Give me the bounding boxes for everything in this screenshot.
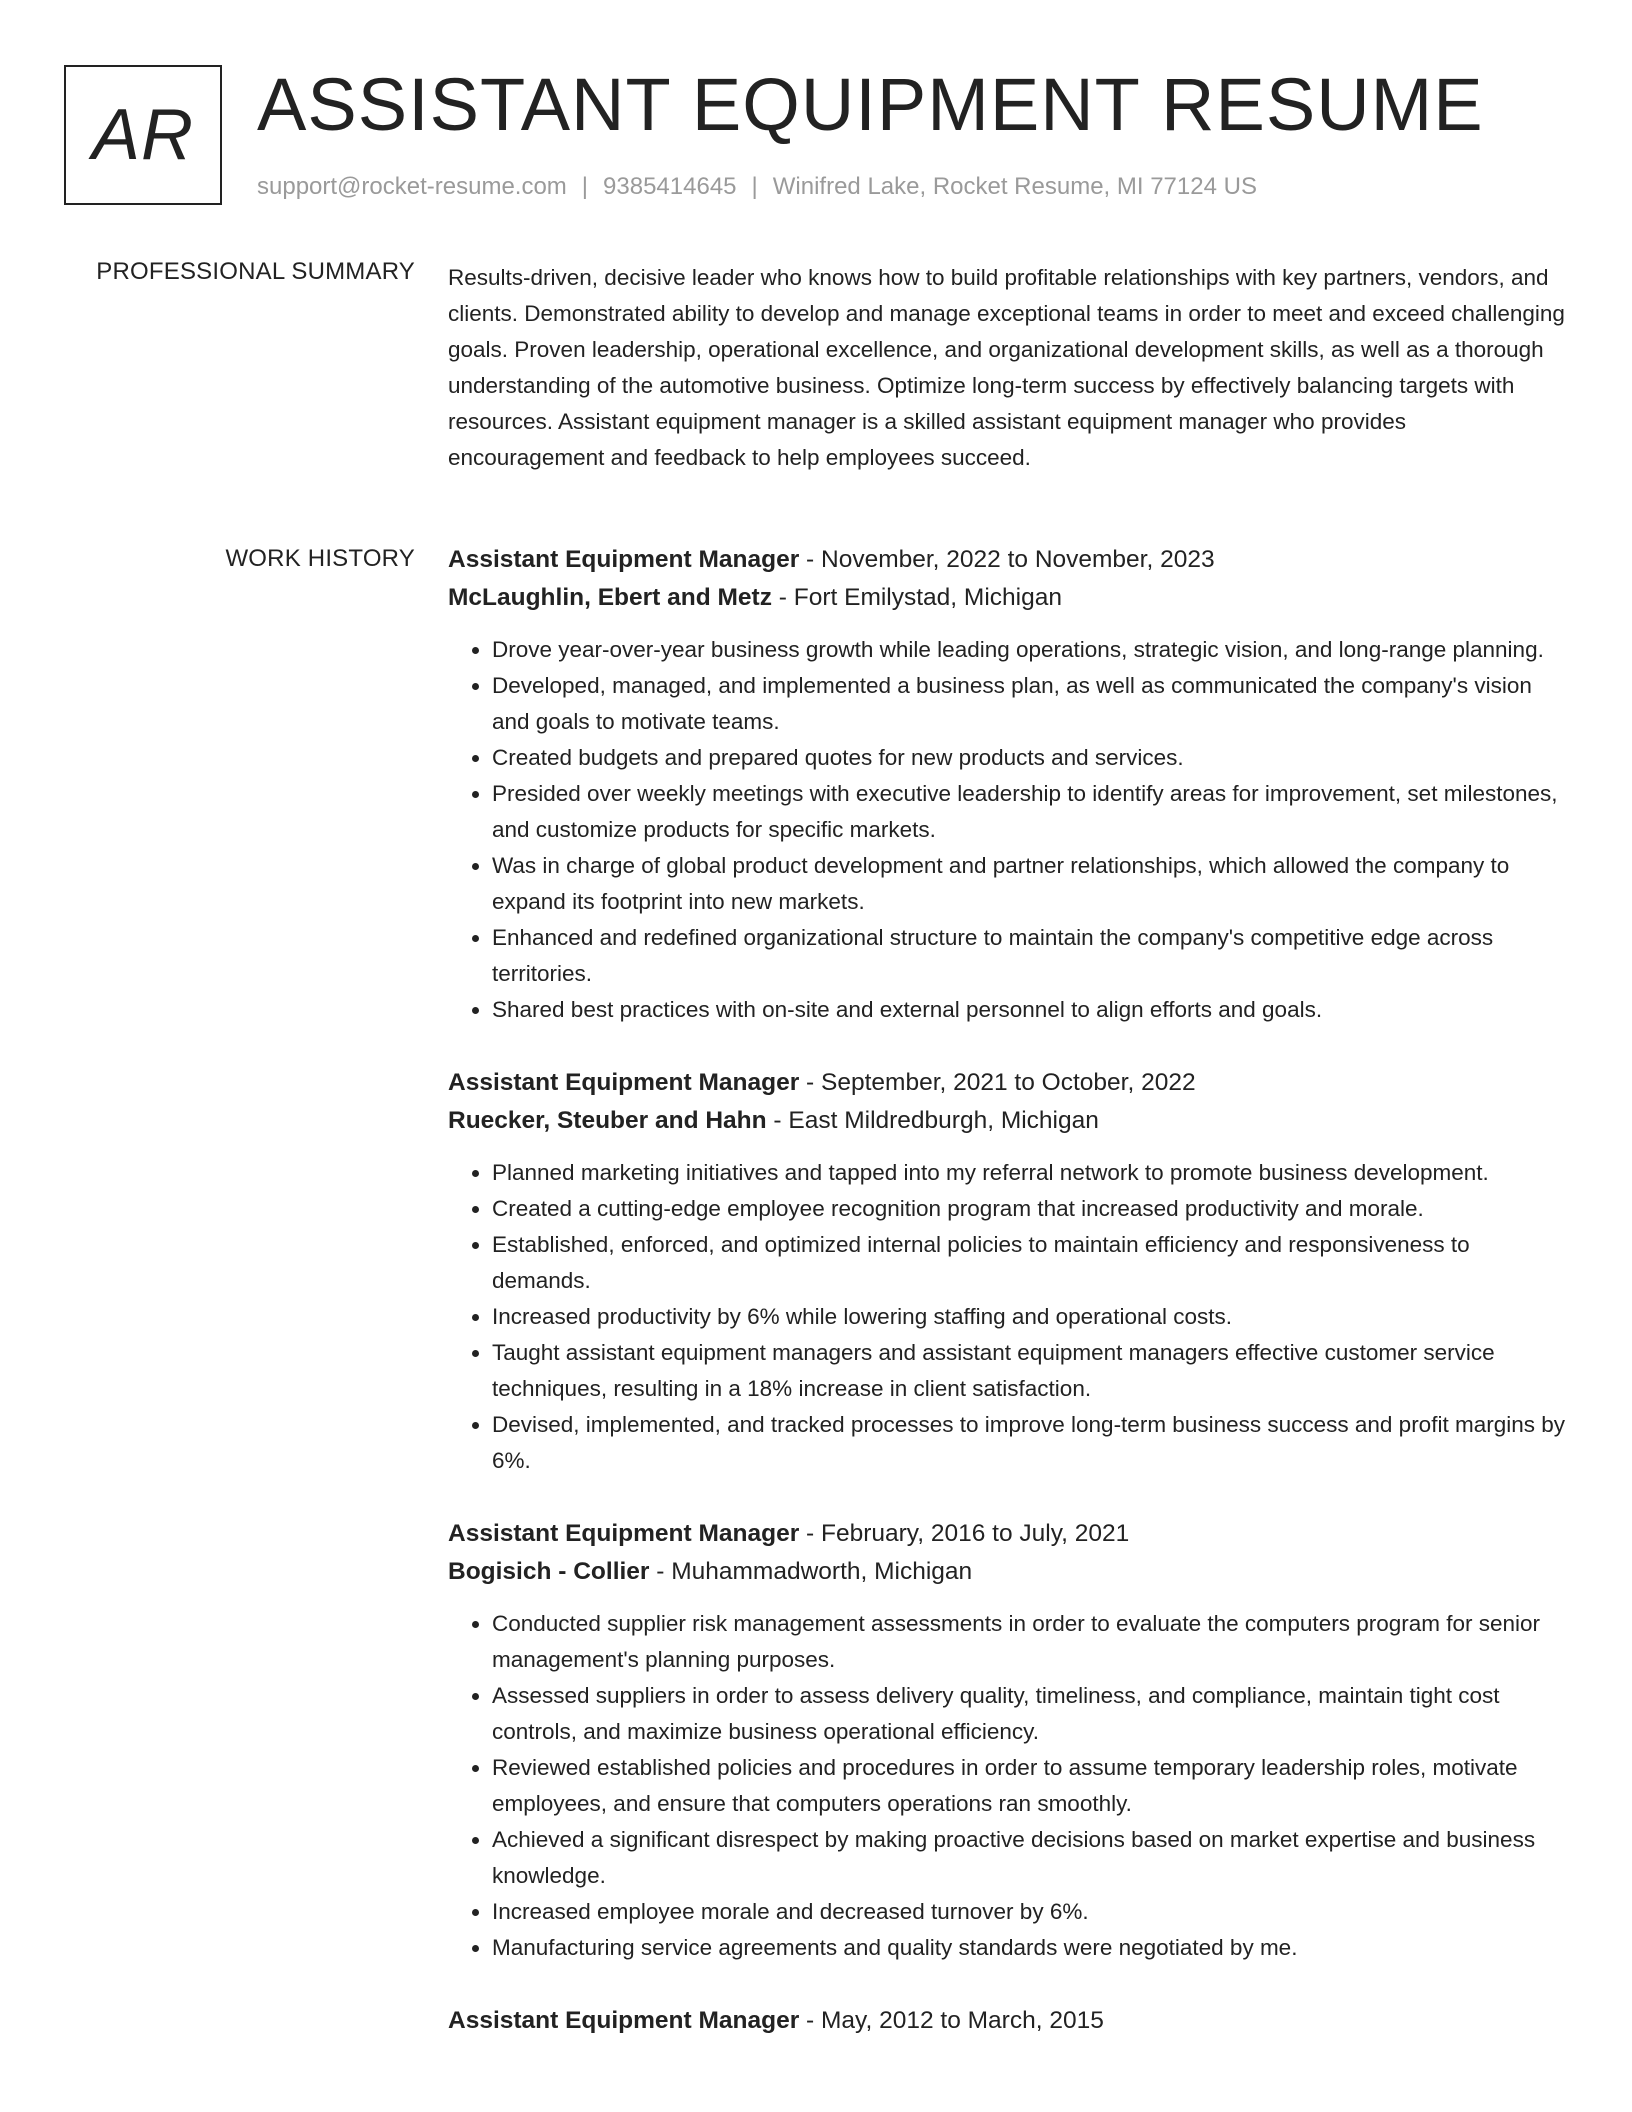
job-bullet: • Enhanced and redefined organizational structure to maintain the company's competitive edge across territories. [492, 920, 1566, 992]
resume-header [64, 65, 1568, 210]
job-title-line [448, 541, 1566, 579]
job-bullet: • Conducted supplier risk management assessments in order to evaluate the computers program for senior management's planning purposes. [492, 1606, 1566, 1678]
contact-separator: | [751, 173, 758, 200]
job-bullet: • Reviewed established policies and procedures in order to assume temporary leadership roles, motivate employees, and ensure that computers operations ran smoothly. [492, 1750, 1566, 1822]
job-company-line [448, 579, 1566, 617]
job-location: - Fort Emilystad, Michigan [771, 584, 1062, 611]
job-bullet: • Devised, implemented, and tracked processes to improve long-term business success and profit margins by 6%. [492, 1407, 1566, 1479]
job-dates: - November, 2022 to November, 2023 [799, 546, 1215, 573]
job-company-line [448, 1102, 1566, 1140]
job-title: Assistant Equipment Manager [448, 546, 800, 573]
job-bullet: • Planned marketing initiatives and tapped into my referral network to promote business development. [492, 1155, 1566, 1191]
job-bullets [448, 1155, 1566, 1479]
job-entry [448, 541, 1566, 1028]
contact-address: Winifred Lake, Rocket Resume, MI 77124 US [772, 173, 1257, 200]
job-company: McLaughlin, Ebert and Metz [448, 584, 772, 611]
job-bullet: • Created a cutting-edge employee recognition program that increased productivity and morale. [492, 1191, 1566, 1227]
job-bullet: • Shared best practices with on-site and external personnel to align efforts and goals. [492, 992, 1566, 1028]
job-bullet: • Assessed suppliers in order to assess delivery quality, timeliness, and compliance, maintain tight cost controls, and maximize business operational efficiency. [492, 1678, 1566, 1750]
job-bullet: • Drove year-over-year business growth while leading operations, strategic vision, and long-range planning. [492, 632, 1566, 668]
job-company: Bogisich - Collier [448, 1558, 650, 1585]
contact-email: support@rocket-resume.com [257, 173, 567, 200]
job-title-line [448, 1515, 1566, 1553]
job-bullet: • Increased productivity by 6% while lowering staffing and operational costs. [492, 1299, 1566, 1335]
job-title: Assistant Equipment Manager [448, 1520, 800, 1547]
job-bullets [448, 632, 1566, 1028]
job-dates: - May, 2012 to March, 2015 [799, 2007, 1104, 2034]
summary-heading: PROFESSIONAL SUMMARY [96, 258, 415, 285]
job-bullets [448, 1606, 1566, 1966]
monogram-initials: AR [91, 95, 195, 175]
job-bullet: • Taught assistant equipment managers and assistant equipment managers effective customer service techniques, resulting in a 18% increase in client satisfaction. [492, 1335, 1566, 1407]
monogram-box [64, 65, 222, 205]
job-bullet: • Presided over weekly meetings with executive leadership to identify areas for improvement, set milestones, and customize products for specific markets. [492, 776, 1566, 848]
job-entry [448, 2002, 1566, 2040]
job-dates: - February, 2016 to July, 2021 [799, 1520, 1130, 1547]
job-title: Assistant Equipment Manager [448, 2007, 800, 2034]
job-company: Ruecker, Steuber and Hahn [448, 1107, 767, 1134]
summary-text: Results-driven, decisive leader who knows how to build profitable relationships with key partners, vendors, and clients. Demonstrated ability to develop and manage exceptional teams in order to meet and exceed challenging goals. Proven leadership, operational excellence, and organizational development skills, as well as a thorough understanding of the automotive business. Optimize long-term success by effectively balancing targets with resources. Assistant equipment manager is a skilled assistant equipment manager who provides encouragement and feedback to help employees succeed. [448, 265, 1565, 470]
work-history-heading: WORK HISTORY [225, 545, 415, 572]
job-bullet: • Achieved a significant disrespect by making proactive decisions based on market expertise and business knowledge. [492, 1822, 1566, 1894]
job-bullet: • Manufacturing service agreements and quality standards were negotiated by me. [492, 1930, 1566, 1966]
job-entry [448, 1064, 1566, 1479]
job-title: Assistant Equipment Manager [448, 1069, 800, 1096]
job-title-line [448, 1064, 1566, 1102]
job-bullet: • Developed, managed, and implemented a business plan, as well as communicated the company's vision and goals to motivate teams. [492, 668, 1566, 740]
contact-separator: | [581, 173, 589, 200]
work-history-body [448, 541, 1566, 2076]
summary-body [448, 260, 1566, 476]
job-bullet: • Increased employee morale and decreased turnover by 6%. [492, 1894, 1566, 1930]
contact-phone: 9385414645 [603, 173, 737, 200]
job-company-line [448, 1553, 1566, 1591]
job-location: - East Mildredburgh, Michigan [766, 1107, 1099, 1134]
job-entry [448, 1515, 1566, 1966]
job-bullet: • Established, enforced, and optimized internal policies to maintain efficiency and responsiveness to demands. [492, 1227, 1566, 1299]
job-bullet: • Was in charge of global product development and partner relationships, which allowed the company to expand its footprint into new markets. [492, 848, 1566, 920]
contact-line [257, 173, 1257, 201]
job-bullet: • Created budgets and prepared quotes for new products and services. [492, 740, 1566, 776]
job-location: - Muhammadworth, Michigan [649, 1558, 973, 1585]
resume-title: ASSISTANT EQUIPMENT RESUME [257, 63, 1484, 146]
job-title-line [448, 2002, 1566, 2040]
job-dates: - September, 2021 to October, 2022 [799, 1069, 1196, 1096]
